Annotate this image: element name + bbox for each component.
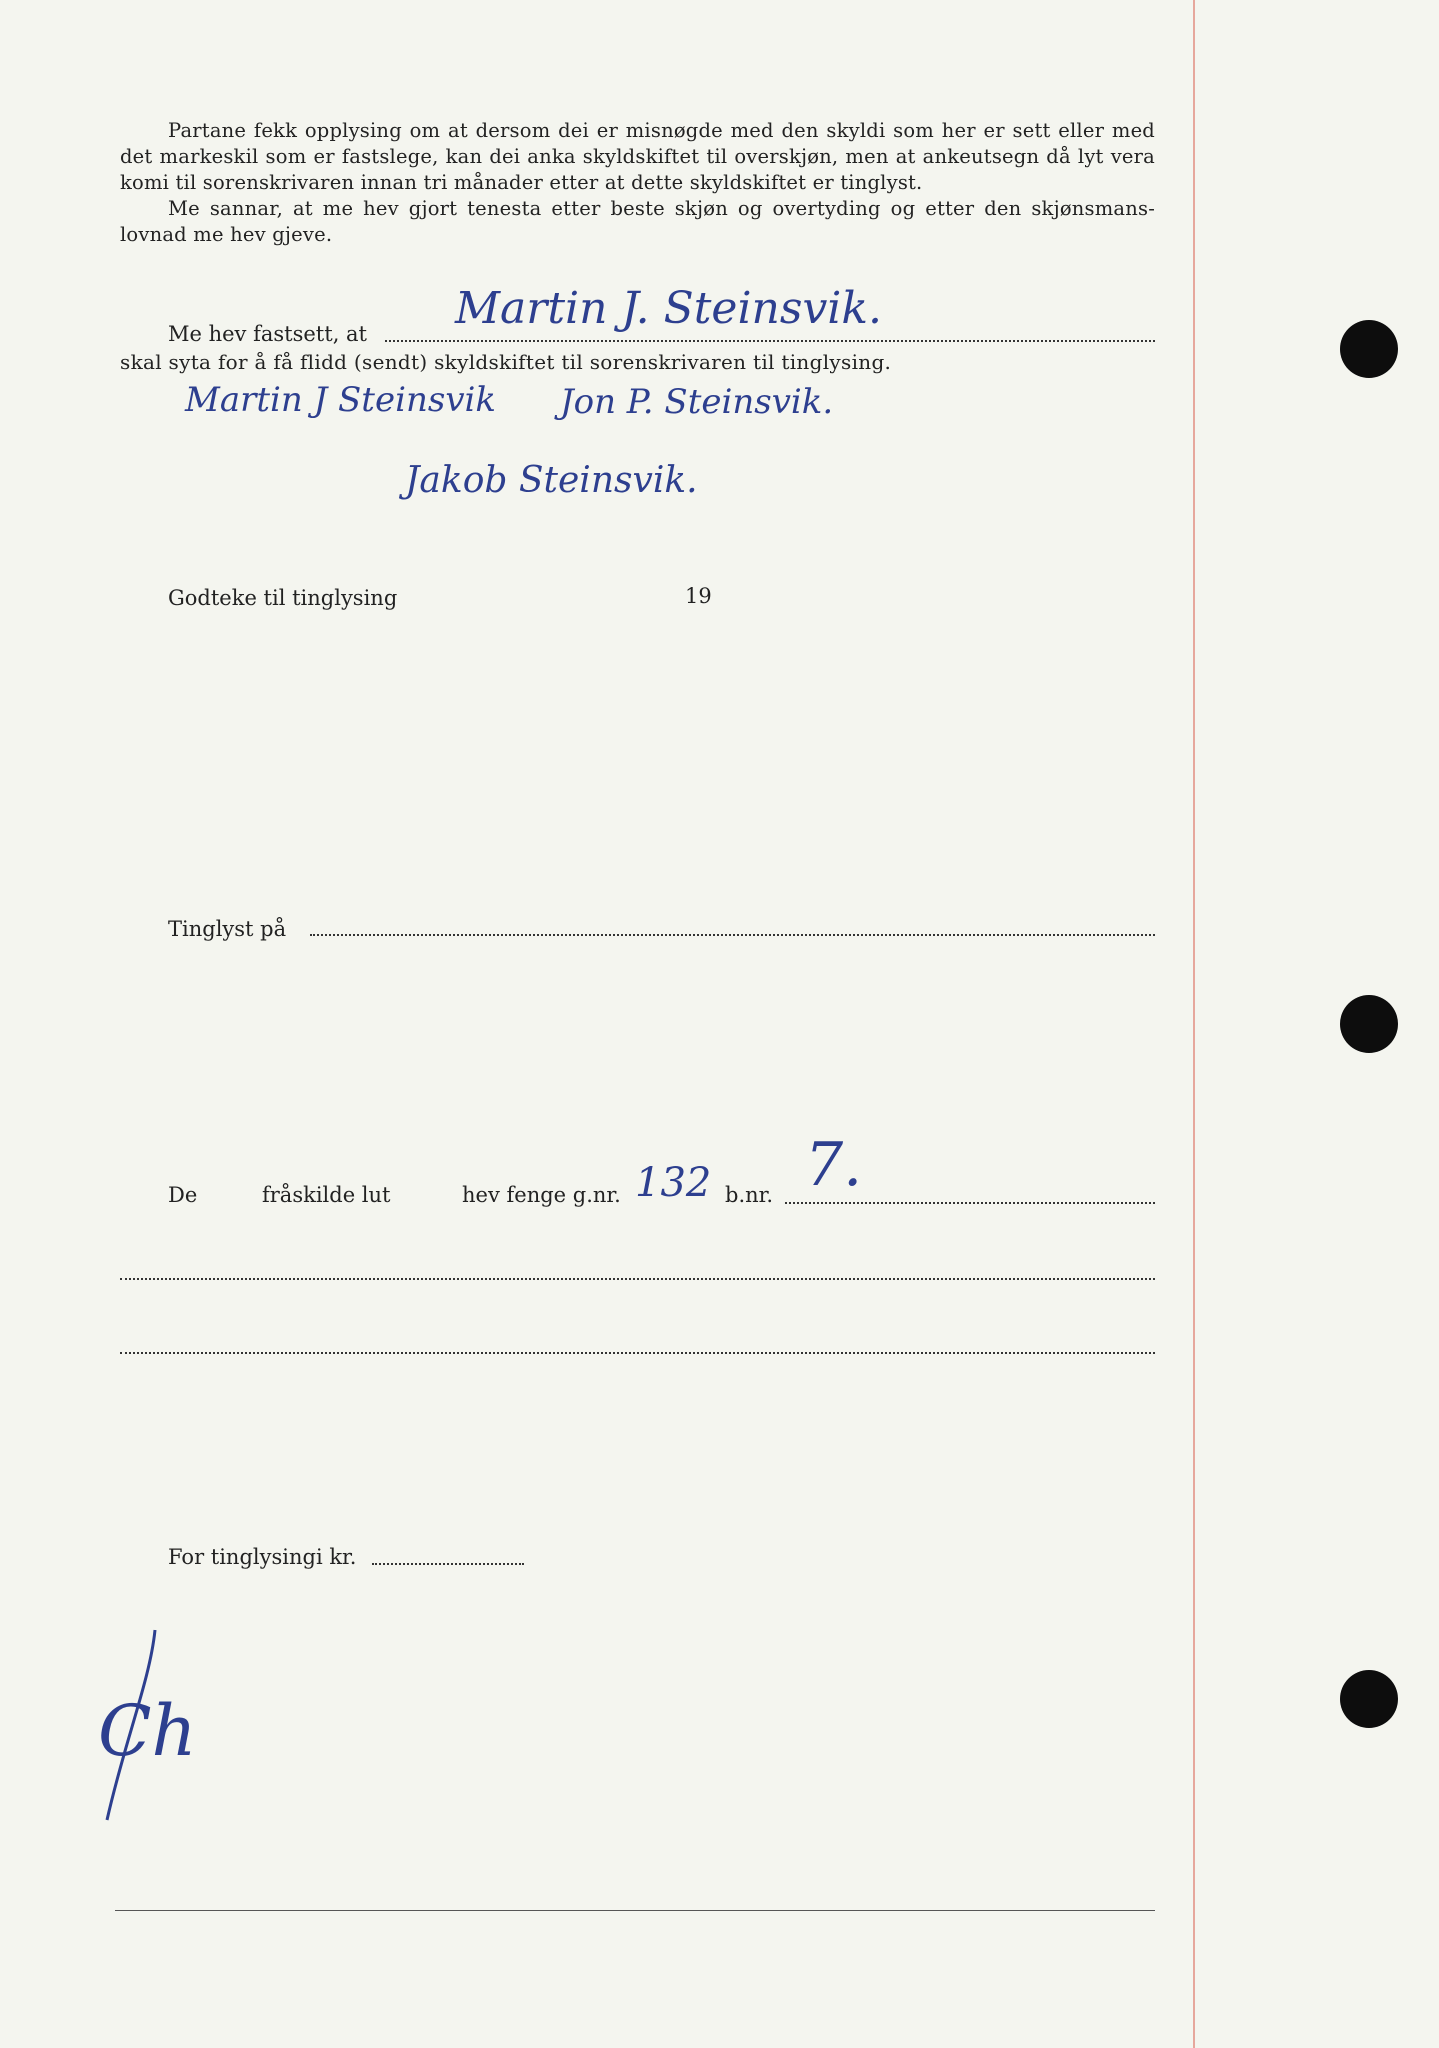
tinglysingi-line xyxy=(372,1563,524,1565)
intro-paragraph-2: Me sannar, at me hev gjort tenesta etter beste skjøn og overtyding og etter den skjønsmans-lovnad me hev gjeve. xyxy=(120,197,1155,246)
fraskilde-de: De xyxy=(168,1183,198,1207)
signature-jakob: Jakob Steinsvik. xyxy=(405,460,698,501)
bnr-line xyxy=(785,1202,1155,1204)
blank-line-2 xyxy=(120,1352,1155,1354)
blank-line-1 xyxy=(120,1278,1155,1280)
tinglyst-label: Tinglyst på xyxy=(168,917,287,941)
fastsett-line xyxy=(385,340,1155,342)
godteke-label: Godteke til tinglysing xyxy=(168,586,398,610)
punch-hole-top xyxy=(1340,320,1398,378)
fastsett-handwritten: Martin J. Steinsvik. xyxy=(455,283,883,334)
punch-hole-bottom xyxy=(1340,1670,1398,1728)
fraskilde-fenge: hev fenge g.nr. xyxy=(462,1183,621,1207)
bnr-value: 7. xyxy=(805,1130,863,1200)
punch-hole-middle xyxy=(1340,995,1398,1053)
intro-paragraph-1: Partane fekk opplysing om at dersom dei er misnøgde med den skyldi som her er sett eller med det markeskil som er fastslege, kan dei anka skyldskiftet til overskjøn, men at ankeutsegn då lyt vera komi til sorenskrivaren innan tri månader etter at dette skyldskiftet er tinglyst. xyxy=(120,119,1155,194)
gnr-value: 132 xyxy=(635,1160,712,1206)
initial-stroke xyxy=(95,1620,175,1830)
initial-mark: Ch xyxy=(98,1690,197,1772)
signature-martin: Martin J Steinsvik xyxy=(185,380,496,420)
signature-jon: Jon P. Steinsvik. xyxy=(560,382,834,422)
margin-rule xyxy=(1193,0,1195,2048)
tinglysingi-label: For tinglysingi kr. xyxy=(168,1545,357,1569)
fraskilde-bnr: b.nr. xyxy=(725,1183,774,1207)
tinglyst-line xyxy=(310,934,1155,936)
fraskilde-lut: fråskilde lut xyxy=(262,1183,391,1207)
intro-text xyxy=(120,118,1155,248)
bottom-line xyxy=(115,1910,1155,1911)
fastsett-suffix: skal syta for å få flidd (sendt) skyldskiftet til sorenskrivaren til tinglysing. xyxy=(120,350,892,374)
godteke-year: 19 xyxy=(685,584,712,608)
fastsett-label: Me hev fastsett, at xyxy=(168,322,367,346)
